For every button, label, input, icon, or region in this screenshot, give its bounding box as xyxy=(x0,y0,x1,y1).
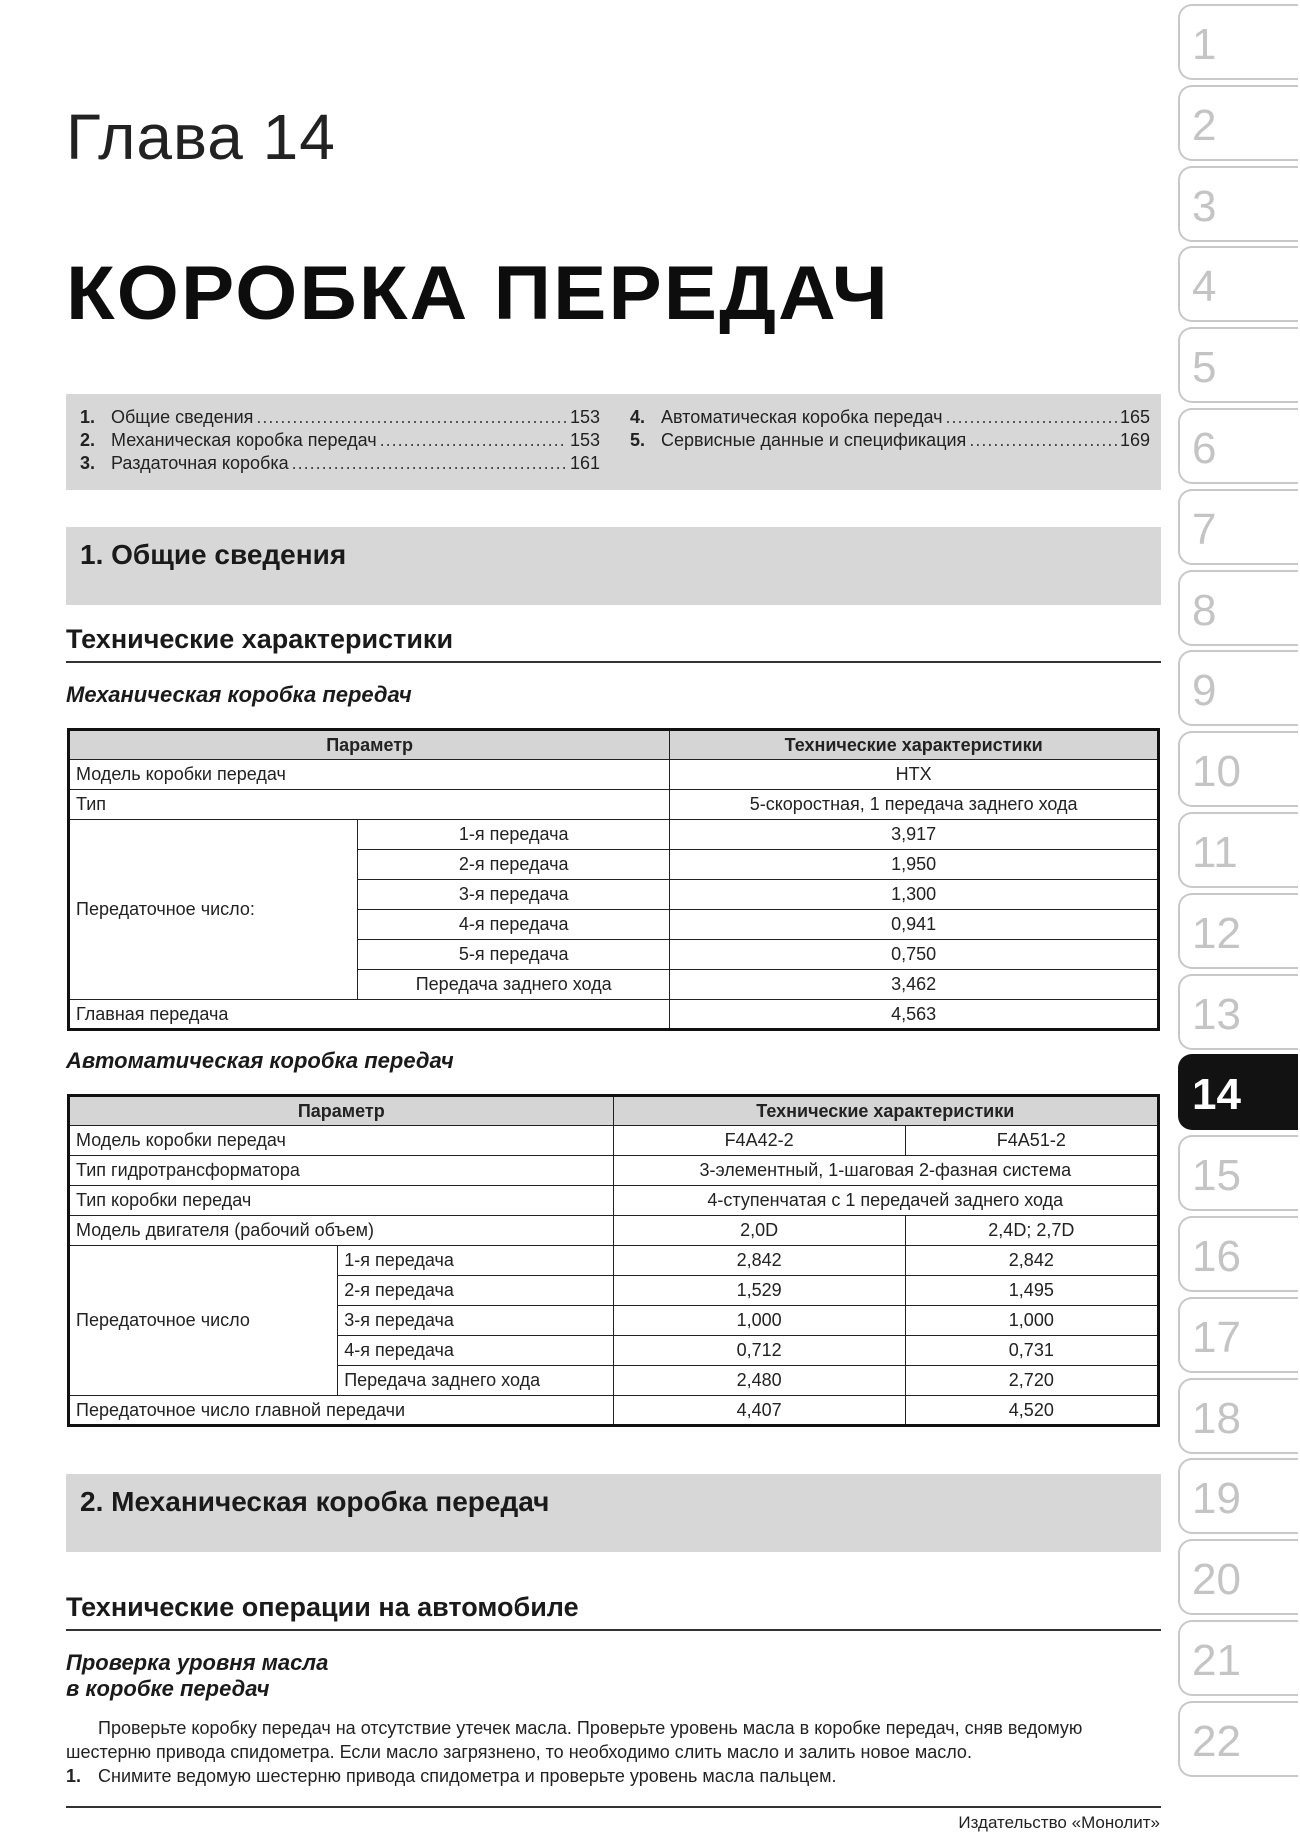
row-value: HTX xyxy=(670,760,1159,790)
chapter-tab-3[interactable] xyxy=(1178,166,1298,242)
chapter-tab-label: 5 xyxy=(1192,343,1217,393)
chapter-tab-label: 20 xyxy=(1192,1555,1241,1605)
oil-check-heading xyxy=(66,1650,328,1702)
contents-column-right xyxy=(630,406,1150,452)
section-2-heading xyxy=(66,1474,1161,1552)
gear-value: 1,495 xyxy=(905,1276,1158,1306)
gear-value: 2,480 xyxy=(613,1366,905,1396)
section-2-title xyxy=(80,1486,549,1518)
row-label: Главная передача xyxy=(69,1000,670,1030)
gear-value: 2,720 xyxy=(905,1366,1158,1396)
table-header-row xyxy=(69,730,1159,760)
gear-value: 1,950 xyxy=(670,850,1159,880)
row-value: F4A42-2 xyxy=(613,1126,905,1156)
contents-item-title: Сервисные данные и спецификация xyxy=(661,430,967,450)
gear-name: 3-я передача xyxy=(358,880,670,910)
row-value: 4-ступенчатая с 1 передачей заднего хода xyxy=(613,1186,1158,1216)
gear-value: 0,712 xyxy=(613,1336,905,1366)
chapter-tab-8[interactable] xyxy=(1178,570,1298,646)
chapter-tab-10[interactable] xyxy=(1178,731,1298,807)
contents-item-number: 5. xyxy=(630,430,646,450)
contents-item-page: 153 xyxy=(569,407,600,427)
row-label: Тип коробки передач xyxy=(69,1186,614,1216)
contents-item-title: Общие сведения xyxy=(111,407,254,427)
contents-item-page: 169 xyxy=(1119,430,1150,450)
contents-item-title: Механическая коробка передач xyxy=(111,430,377,450)
step-number: 1. xyxy=(66,1766,82,1786)
row-label: Модель двигателя (рабочий объем) xyxy=(69,1216,614,1246)
chapter-tab-6[interactable] xyxy=(1178,408,1298,484)
section-number: 1. xyxy=(80,539,104,570)
chapter-tab-11[interactable] xyxy=(1178,812,1298,888)
section-1-heading xyxy=(66,527,1161,605)
gear-name: Передача заднего хода xyxy=(358,970,670,1000)
gear-value: 0,731 xyxy=(905,1336,1158,1366)
row-label: Тип xyxy=(69,790,670,820)
chapter-tab-label: 12 xyxy=(1192,908,1241,958)
chapter-tab-label: 21 xyxy=(1192,1636,1241,1685)
chapter-tab-label: 13 xyxy=(1192,989,1241,1039)
chapter-tab-19[interactable] xyxy=(1178,1458,1298,1534)
manual-gearbox-heading: Механическая коробка передач xyxy=(66,682,412,707)
chapter-tab-13[interactable] xyxy=(1178,974,1298,1050)
gear-value: 0,750 xyxy=(670,940,1159,970)
gear-name: 4-я передача xyxy=(338,1336,613,1366)
chapter-tab-7[interactable] xyxy=(1178,489,1298,565)
row-value: 3-элементный, 1-шаговая 2-фазная система xyxy=(613,1156,1158,1186)
chapter-tab-2[interactable] xyxy=(1178,85,1298,161)
table-row xyxy=(69,1000,1159,1030)
chapter-tab-label: 22 xyxy=(1192,1716,1241,1766)
ratio-label: Передаточное число: xyxy=(69,820,358,1000)
gear-value: 0,941 xyxy=(670,910,1159,940)
row-label: Модель коробки передач xyxy=(69,1126,614,1156)
chapter-tab-4[interactable] xyxy=(1178,246,1298,322)
contents-item-title: Автоматическая коробка передач xyxy=(661,407,943,427)
automatic-gearbox-heading: Автоматическая коробка передач xyxy=(66,1048,454,1073)
row-label: Тип гидротрансформатора xyxy=(69,1156,614,1186)
contents-item[interactable] xyxy=(630,406,1150,429)
chapter-label: Глава 14 xyxy=(66,101,336,173)
chapter-tab-label: 3 xyxy=(1192,181,1217,231)
oil-check-body xyxy=(66,1716,1161,1788)
row-value: 2,4D; 2,7D xyxy=(905,1216,1158,1246)
table-row xyxy=(69,820,1159,850)
gear-value: 3,917 xyxy=(670,820,1159,850)
row-value: F4A51-2 xyxy=(905,1126,1158,1156)
gear-value: 3,462 xyxy=(670,970,1159,1000)
chapter-tab-label: 6 xyxy=(1192,424,1217,473)
table-row xyxy=(69,790,1159,820)
gear-name: 2-я передача xyxy=(358,850,670,880)
row-label: Передаточное число главной передачи xyxy=(69,1396,614,1426)
ratio-label: Передаточное число xyxy=(69,1246,338,1396)
header-parameter: Параметр xyxy=(69,730,670,760)
dot-leader xyxy=(946,406,1117,429)
oil-check-heading-line: Проверка уровня масла xyxy=(66,1650,329,1675)
contents-item-number: 3. xyxy=(80,453,96,473)
table-row xyxy=(69,1396,1159,1426)
chapter-tab-label: 19 xyxy=(1192,1474,1241,1524)
chapter-tab-label: 16 xyxy=(1192,1232,1241,1281)
row-value: 4,407 xyxy=(613,1396,905,1426)
chapter-title: КОРОБКА ПЕРЕДАЧ xyxy=(66,251,890,336)
publisher-footer: Издательство «Монолит» xyxy=(958,1813,1160,1832)
table-row xyxy=(69,760,1159,790)
contents-item-page: 165 xyxy=(1119,407,1150,427)
chapter-tab-9[interactable] xyxy=(1178,650,1298,726)
gear-name: Передача заднего хода xyxy=(338,1366,613,1396)
header-specs: Технические характеристики xyxy=(670,730,1159,760)
gear-value: 2,842 xyxy=(905,1246,1158,1276)
chapter-tab-label: 2 xyxy=(1192,100,1217,150)
procedure-step xyxy=(66,1764,1161,1788)
gear-name: 3-я передача xyxy=(338,1306,613,1336)
chapter-tab-21[interactable] xyxy=(1178,1620,1298,1696)
header-parameter: Параметр xyxy=(69,1096,614,1126)
contents-column-left xyxy=(80,406,600,475)
contents-item-title: Раздаточная коробка xyxy=(111,453,289,473)
footer-divider xyxy=(66,1806,1161,1808)
chapter-tab-label: 1 xyxy=(1192,20,1217,69)
gear-value: 1,300 xyxy=(670,880,1159,910)
section-title-text: Общие сведения xyxy=(111,539,347,570)
gear-value: 2,842 xyxy=(613,1246,905,1276)
oil-check-heading-line: в коробке передач xyxy=(66,1676,270,1701)
tech-specs-heading: Технические характеристики xyxy=(66,624,1161,663)
gear-name: 5-я передача xyxy=(358,940,670,970)
dot-leader xyxy=(380,429,567,452)
chapter-tab-22[interactable] xyxy=(1178,1701,1298,1777)
contents-item[interactable] xyxy=(80,406,600,429)
contents-item-page: 153 xyxy=(569,430,600,450)
chapter-tab-label: 8 xyxy=(1192,585,1217,635)
gear-name: 2-я передача xyxy=(338,1276,613,1306)
chapter-tab-label: 15 xyxy=(1192,1151,1241,1201)
table-row xyxy=(69,1126,1159,1156)
chapter-contents xyxy=(66,394,1161,490)
row-label: Модель коробки передач xyxy=(69,760,670,790)
section-title-text: Механическая коробка передач xyxy=(111,1486,550,1517)
chapter-tab-16[interactable] xyxy=(1178,1216,1298,1292)
contents-item-number: 2. xyxy=(80,430,96,450)
row-value: 2,0D xyxy=(613,1216,905,1246)
chapter-tab-label: 7 xyxy=(1192,504,1217,554)
chapter-tab-label: 17 xyxy=(1192,1312,1241,1362)
gear-value: 1,000 xyxy=(905,1306,1158,1336)
table-row xyxy=(69,1216,1159,1246)
chapter-tab-14[interactable] xyxy=(1178,1054,1298,1130)
chapter-tab-20[interactable] xyxy=(1178,1539,1298,1615)
dot-leader xyxy=(969,429,1117,452)
contents-item-page: 161 xyxy=(569,453,600,473)
contents-item[interactable] xyxy=(630,429,1150,452)
oil-check-paragraph: Проверьте коробку передач на отсутствие утечек масла. Проверьте уровень масла в коробке передач, сняв ведомую шестерню привода спидометра. Если масло загрязнено, то необходимо слить масло и залить новое масло. xyxy=(66,1718,1083,1762)
table-row xyxy=(69,1156,1159,1186)
step-text: Снимите ведомую шестерню привода спидометра и проверьте уровень масла пальцем. xyxy=(98,1766,837,1786)
chapter-tab-17[interactable] xyxy=(1178,1297,1298,1373)
section-1-title xyxy=(80,539,346,571)
gear-value: 1,529 xyxy=(613,1276,905,1306)
table-header-row xyxy=(69,1096,1159,1126)
chapter-tab-label: 14 xyxy=(1192,1070,1241,1120)
table-row xyxy=(69,1186,1159,1216)
row-value: 4,563 xyxy=(670,1000,1159,1030)
table-row xyxy=(69,1246,1159,1276)
chapter-tab-label: 10 xyxy=(1192,747,1241,797)
contents-item[interactable] xyxy=(80,452,600,475)
row-value: 5-скоростная, 1 передача заднего хода xyxy=(670,790,1159,820)
chapter-tab-12[interactable] xyxy=(1178,893,1298,969)
chapter-tab-label: 11 xyxy=(1192,828,1238,877)
gear-value: 1,000 xyxy=(613,1306,905,1336)
row-value: 4,520 xyxy=(905,1396,1158,1426)
manual-gearbox-table xyxy=(67,728,1160,1031)
chapter-tab-5[interactable] xyxy=(1178,327,1298,403)
gear-name: 4-я передача xyxy=(358,910,670,940)
operations-heading: Технические операции на автомобиле xyxy=(66,1592,1161,1631)
chapter-tab-label: 18 xyxy=(1192,1393,1241,1443)
contents-item-number: 4. xyxy=(630,407,646,427)
dot-leader xyxy=(292,452,567,475)
contents-item-number: 1. xyxy=(80,407,96,427)
contents-item[interactable] xyxy=(80,429,600,452)
gear-name: 1-я передача xyxy=(338,1246,613,1276)
gear-name: 1-я передача xyxy=(358,820,670,850)
header-specs: Технические характеристики xyxy=(613,1096,1158,1126)
chapter-tab-15[interactable] xyxy=(1178,1135,1298,1211)
chapter-tab-18[interactable] xyxy=(1178,1378,1298,1454)
chapter-tab-label: 4 xyxy=(1192,262,1217,312)
chapter-tab-1[interactable] xyxy=(1178,4,1298,80)
dot-leader xyxy=(256,406,567,429)
section-number: 2. xyxy=(80,1486,104,1517)
chapter-tab-label: 9 xyxy=(1192,666,1217,716)
automatic-gearbox-table xyxy=(67,1094,1160,1427)
